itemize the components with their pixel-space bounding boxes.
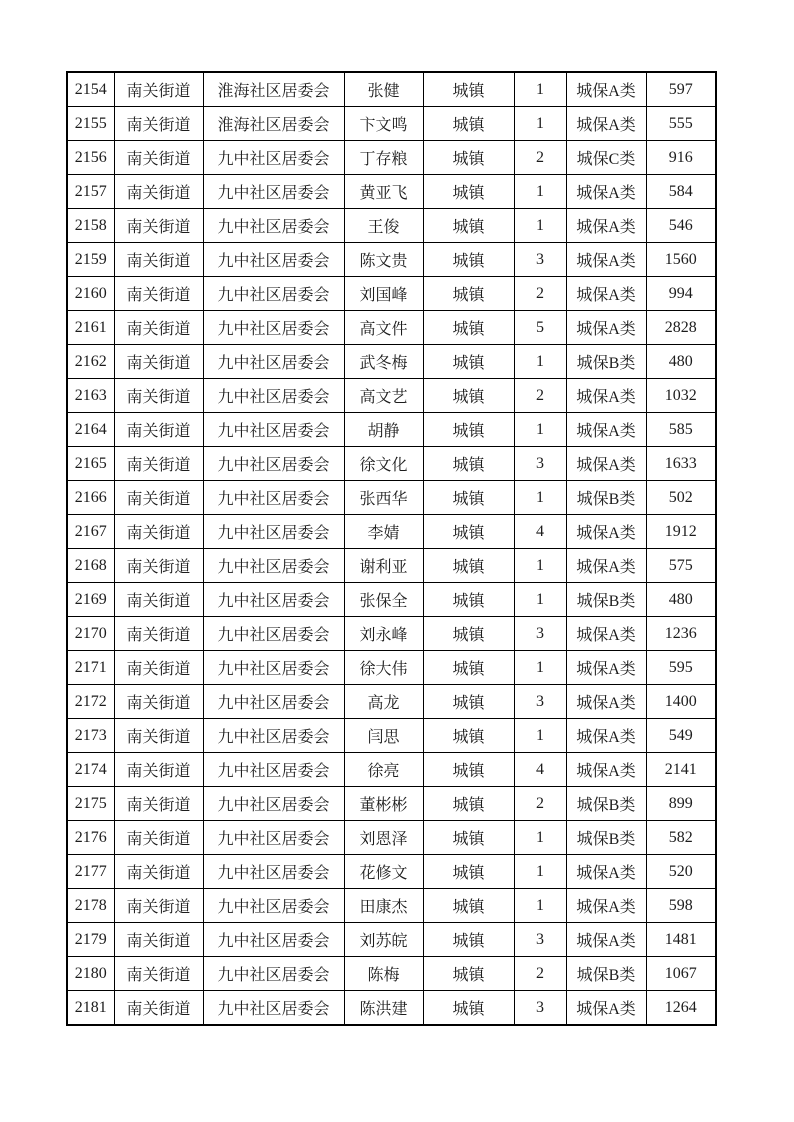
cell-person-name: 高龙 (344, 685, 423, 719)
cell-person-count: 1 (514, 821, 566, 855)
cell-person-count: 3 (514, 923, 566, 957)
cell-community-committee: 淮海社区居委会 (203, 107, 344, 141)
cell-household-type: 城镇 (423, 379, 514, 413)
cell-street: 南关街道 (114, 277, 203, 311)
cell-sequence-number: 2180 (67, 957, 114, 991)
cell-household-type: 城镇 (423, 277, 514, 311)
cell-street: 南关街道 (114, 447, 203, 481)
cell-assistance-category: 城保B类 (566, 481, 646, 515)
cell-sequence-number: 2163 (67, 379, 114, 413)
cell-amount: 502 (646, 481, 716, 515)
cell-person-name: 黄亚飞 (344, 175, 423, 209)
cell-street: 南关街道 (114, 787, 203, 821)
cell-person-count: 1 (514, 889, 566, 923)
cell-person-name: 徐大伟 (344, 651, 423, 685)
cell-community-committee: 九中社区居委会 (203, 583, 344, 617)
cell-amount: 520 (646, 855, 716, 889)
cell-sequence-number: 2161 (67, 311, 114, 345)
cell-street: 南关街道 (114, 243, 203, 277)
cell-amount: 916 (646, 141, 716, 175)
cell-street: 南关街道 (114, 753, 203, 787)
cell-community-committee: 九中社区居委会 (203, 991, 344, 1026)
cell-sequence-number: 2173 (67, 719, 114, 753)
table-row (67, 855, 716, 889)
cell-assistance-category: 城保A类 (566, 685, 646, 719)
cell-person-count: 4 (514, 753, 566, 787)
cell-assistance-category: 城保A类 (566, 447, 646, 481)
cell-assistance-category: 城保A类 (566, 719, 646, 753)
table-row (67, 243, 716, 277)
cell-person-count: 3 (514, 447, 566, 481)
cell-street: 南关街道 (114, 719, 203, 753)
cell-person-count: 1 (514, 549, 566, 583)
cell-amount: 555 (646, 107, 716, 141)
cell-person-count: 4 (514, 515, 566, 549)
table-row (67, 957, 716, 991)
cell-assistance-category: 城保A类 (566, 379, 646, 413)
cell-sequence-number: 2171 (67, 651, 114, 685)
cell-street: 南关街道 (114, 617, 203, 651)
cell-sequence-number: 2164 (67, 413, 114, 447)
table-row (67, 447, 716, 481)
cell-assistance-category: 城保A类 (566, 277, 646, 311)
cell-community-committee: 九中社区居委会 (203, 379, 344, 413)
cell-amount: 546 (646, 209, 716, 243)
cell-amount: 1032 (646, 379, 716, 413)
cell-person-count: 2 (514, 957, 566, 991)
cell-household-type: 城镇 (423, 889, 514, 923)
cell-household-type: 城镇 (423, 787, 514, 821)
table-row (67, 719, 716, 753)
cell-street: 南关街道 (114, 855, 203, 889)
cell-household-type: 城镇 (423, 753, 514, 787)
cell-person-count: 3 (514, 685, 566, 719)
cell-person-count: 1 (514, 583, 566, 617)
cell-household-type: 城镇 (423, 515, 514, 549)
cell-assistance-category: 城保A类 (566, 753, 646, 787)
cell-assistance-category: 城保C类 (566, 141, 646, 175)
cell-person-name: 张保全 (344, 583, 423, 617)
cell-amount: 582 (646, 821, 716, 855)
cell-street: 南关街道 (114, 889, 203, 923)
cell-amount: 575 (646, 549, 716, 583)
cell-assistance-category: 城保A类 (566, 991, 646, 1026)
cell-household-type: 城镇 (423, 617, 514, 651)
cell-sequence-number: 2156 (67, 141, 114, 175)
cell-community-committee: 九中社区居委会 (203, 685, 344, 719)
cell-person-name: 陈文贵 (344, 243, 423, 277)
cell-street: 南关街道 (114, 515, 203, 549)
cell-household-type: 城镇 (423, 107, 514, 141)
cell-assistance-category: 城保A类 (566, 107, 646, 141)
cell-street: 南关街道 (114, 685, 203, 719)
cell-person-count: 3 (514, 991, 566, 1026)
cell-household-type: 城镇 (423, 583, 514, 617)
cell-amount: 2828 (646, 311, 716, 345)
cell-community-committee: 九中社区居委会 (203, 923, 344, 957)
cell-sequence-number: 2178 (67, 889, 114, 923)
cell-community-committee: 九中社区居委会 (203, 617, 344, 651)
table-row (67, 209, 716, 243)
table-body (67, 72, 716, 1025)
cell-sequence-number: 2168 (67, 549, 114, 583)
cell-household-type: 城镇 (423, 141, 514, 175)
cell-assistance-category: 城保B类 (566, 583, 646, 617)
cell-household-type: 城镇 (423, 923, 514, 957)
cell-person-name: 刘永峰 (344, 617, 423, 651)
cell-assistance-category: 城保A类 (566, 651, 646, 685)
cell-assistance-category: 城保B类 (566, 345, 646, 379)
cell-amount: 480 (646, 345, 716, 379)
table-row (67, 617, 716, 651)
cell-household-type: 城镇 (423, 209, 514, 243)
cell-community-committee: 九中社区居委会 (203, 821, 344, 855)
cell-person-name: 刘苏皖 (344, 923, 423, 957)
cell-person-name: 张西华 (344, 481, 423, 515)
cell-assistance-category: 城保A类 (566, 855, 646, 889)
cell-assistance-category: 城保B类 (566, 957, 646, 991)
cell-amount: 1264 (646, 991, 716, 1026)
cell-assistance-category: 城保A类 (566, 889, 646, 923)
cell-sequence-number: 2160 (67, 277, 114, 311)
cell-sequence-number: 2162 (67, 345, 114, 379)
cell-person-count: 2 (514, 379, 566, 413)
cell-community-committee: 九中社区居委会 (203, 311, 344, 345)
cell-person-name: 高文件 (344, 311, 423, 345)
cell-assistance-category: 城保A类 (566, 515, 646, 549)
cell-household-type: 城镇 (423, 243, 514, 277)
cell-amount: 597 (646, 72, 716, 107)
cell-person-name: 陈洪建 (344, 991, 423, 1026)
cell-person-name: 刘恩泽 (344, 821, 423, 855)
cell-person-count: 3 (514, 243, 566, 277)
table-row (67, 923, 716, 957)
cell-sequence-number: 2166 (67, 481, 114, 515)
cell-sequence-number: 2177 (67, 855, 114, 889)
cell-person-count: 2 (514, 141, 566, 175)
cell-household-type: 城镇 (423, 72, 514, 107)
cell-community-committee: 九中社区居委会 (203, 855, 344, 889)
cell-amount: 585 (646, 413, 716, 447)
cell-person-name: 胡静 (344, 413, 423, 447)
cell-household-type: 城镇 (423, 311, 514, 345)
cell-street: 南关街道 (114, 481, 203, 515)
cell-street: 南关街道 (114, 923, 203, 957)
table-row (67, 311, 716, 345)
cell-person-name: 徐亮 (344, 753, 423, 787)
cell-assistance-category: 城保A类 (566, 72, 646, 107)
cell-assistance-category: 城保A类 (566, 923, 646, 957)
cell-person-name: 丁存粮 (344, 141, 423, 175)
cell-community-committee: 九中社区居委会 (203, 277, 344, 311)
cell-sequence-number: 2155 (67, 107, 114, 141)
cell-street: 南关街道 (114, 209, 203, 243)
cell-household-type: 城镇 (423, 957, 514, 991)
table-row (67, 175, 716, 209)
cell-community-committee: 九中社区居委会 (203, 753, 344, 787)
cell-assistance-category: 城保A类 (566, 209, 646, 243)
cell-household-type: 城镇 (423, 447, 514, 481)
cell-person-name: 徐文化 (344, 447, 423, 481)
cell-person-name: 田康杰 (344, 889, 423, 923)
cell-community-committee: 九中社区居委会 (203, 719, 344, 753)
cell-person-count: 1 (514, 175, 566, 209)
cell-person-name: 花修文 (344, 855, 423, 889)
table-row (67, 141, 716, 175)
cell-person-count: 1 (514, 107, 566, 141)
table-row (67, 413, 716, 447)
cell-person-count: 2 (514, 787, 566, 821)
cell-community-committee: 九中社区居委会 (203, 345, 344, 379)
cell-household-type: 城镇 (423, 719, 514, 753)
table-row (67, 481, 716, 515)
cell-person-name: 刘国峰 (344, 277, 423, 311)
cell-community-committee: 九中社区居委会 (203, 481, 344, 515)
cell-person-count: 1 (514, 345, 566, 379)
cell-assistance-category: 城保B类 (566, 787, 646, 821)
cell-person-count: 1 (514, 719, 566, 753)
cell-amount: 584 (646, 175, 716, 209)
table-row (67, 515, 716, 549)
table-row (67, 583, 716, 617)
cell-amount: 480 (646, 583, 716, 617)
cell-sequence-number: 2172 (67, 685, 114, 719)
table-row (67, 821, 716, 855)
cell-person-count: 2 (514, 277, 566, 311)
cell-sequence-number: 2179 (67, 923, 114, 957)
cell-person-count: 1 (514, 72, 566, 107)
cell-sequence-number: 2167 (67, 515, 114, 549)
cell-sequence-number: 2159 (67, 243, 114, 277)
cell-community-committee: 淮海社区居委会 (203, 72, 344, 107)
cell-street: 南关街道 (114, 583, 203, 617)
table-row (67, 72, 716, 107)
cell-amount: 598 (646, 889, 716, 923)
cell-household-type: 城镇 (423, 821, 514, 855)
cell-household-type: 城镇 (423, 413, 514, 447)
cell-person-name: 董彬彬 (344, 787, 423, 821)
cell-community-committee: 九中社区居委会 (203, 447, 344, 481)
cell-sequence-number: 2158 (67, 209, 114, 243)
cell-assistance-category: 城保A类 (566, 413, 646, 447)
cell-household-type: 城镇 (423, 549, 514, 583)
cell-community-committee: 九中社区居委会 (203, 889, 344, 923)
cell-person-count: 1 (514, 209, 566, 243)
cell-sequence-number: 2175 (67, 787, 114, 821)
cell-community-committee: 九中社区居委会 (203, 515, 344, 549)
cell-household-type: 城镇 (423, 651, 514, 685)
cell-street: 南关街道 (114, 549, 203, 583)
cell-street: 南关街道 (114, 175, 203, 209)
cell-assistance-category: 城保A类 (566, 311, 646, 345)
cell-sequence-number: 2181 (67, 991, 114, 1026)
cell-person-name: 卞文鸣 (344, 107, 423, 141)
cell-person-count: 3 (514, 617, 566, 651)
cell-assistance-category: 城保A类 (566, 549, 646, 583)
cell-person-name: 武冬梅 (344, 345, 423, 379)
cell-community-committee: 九中社区居委会 (203, 175, 344, 209)
cell-street: 南关街道 (114, 413, 203, 447)
cell-sequence-number: 2157 (67, 175, 114, 209)
cell-person-count: 1 (514, 651, 566, 685)
cell-street: 南关街道 (114, 379, 203, 413)
cell-person-count: 1 (514, 481, 566, 515)
cell-household-type: 城镇 (423, 345, 514, 379)
cell-amount: 1236 (646, 617, 716, 651)
cell-household-type: 城镇 (423, 175, 514, 209)
cell-community-committee: 九中社区居委会 (203, 209, 344, 243)
table-row (67, 345, 716, 379)
cell-street: 南关街道 (114, 991, 203, 1026)
cell-person-name: 王俊 (344, 209, 423, 243)
cell-person-name: 张健 (344, 72, 423, 107)
cell-household-type: 城镇 (423, 685, 514, 719)
cell-street: 南关街道 (114, 957, 203, 991)
cell-person-name: 谢利亚 (344, 549, 423, 583)
table-row (67, 889, 716, 923)
cell-amount: 1633 (646, 447, 716, 481)
table-row (67, 753, 716, 787)
benefits-roster-table (66, 71, 717, 1026)
table-row (67, 549, 716, 583)
cell-assistance-category: 城保A类 (566, 243, 646, 277)
cell-amount: 1481 (646, 923, 716, 957)
cell-sequence-number: 2174 (67, 753, 114, 787)
cell-sequence-number: 2169 (67, 583, 114, 617)
table-row (67, 379, 716, 413)
cell-person-name: 闫思 (344, 719, 423, 753)
cell-street: 南关街道 (114, 72, 203, 107)
cell-community-committee: 九中社区居委会 (203, 413, 344, 447)
table-row (67, 277, 716, 311)
cell-person-count: 1 (514, 855, 566, 889)
table-row (67, 107, 716, 141)
cell-street: 南关街道 (114, 311, 203, 345)
cell-community-committee: 九中社区居委会 (203, 243, 344, 277)
cell-household-type: 城镇 (423, 991, 514, 1026)
cell-street: 南关街道 (114, 651, 203, 685)
table-row (67, 651, 716, 685)
cell-street: 南关街道 (114, 345, 203, 379)
cell-amount: 2141 (646, 753, 716, 787)
table-row (67, 991, 716, 1026)
cell-amount: 1560 (646, 243, 716, 277)
cell-sequence-number: 2176 (67, 821, 114, 855)
cell-amount: 1067 (646, 957, 716, 991)
cell-street: 南关街道 (114, 821, 203, 855)
cell-sequence-number: 2165 (67, 447, 114, 481)
table-row (67, 685, 716, 719)
cell-household-type: 城镇 (423, 855, 514, 889)
cell-amount: 1400 (646, 685, 716, 719)
cell-community-committee: 九中社区居委会 (203, 549, 344, 583)
cell-person-count: 1 (514, 413, 566, 447)
cell-person-name: 高文艺 (344, 379, 423, 413)
cell-assistance-category: 城保B类 (566, 821, 646, 855)
cell-amount: 595 (646, 651, 716, 685)
cell-community-committee: 九中社区居委会 (203, 141, 344, 175)
cell-street: 南关街道 (114, 107, 203, 141)
cell-assistance-category: 城保A类 (566, 617, 646, 651)
cell-person-name: 李婧 (344, 515, 423, 549)
cell-community-committee: 九中社区居委会 (203, 651, 344, 685)
cell-sequence-number: 2154 (67, 72, 114, 107)
cell-assistance-category: 城保A类 (566, 175, 646, 209)
cell-community-committee: 九中社区居委会 (203, 787, 344, 821)
cell-sequence-number: 2170 (67, 617, 114, 651)
cell-amount: 549 (646, 719, 716, 753)
cell-amount: 1912 (646, 515, 716, 549)
cell-person-name: 陈梅 (344, 957, 423, 991)
cell-amount: 994 (646, 277, 716, 311)
cell-household-type: 城镇 (423, 481, 514, 515)
cell-person-count: 5 (514, 311, 566, 345)
cell-amount: 899 (646, 787, 716, 821)
table-row (67, 787, 716, 821)
cell-community-committee: 九中社区居委会 (203, 957, 344, 991)
cell-street: 南关街道 (114, 141, 203, 175)
